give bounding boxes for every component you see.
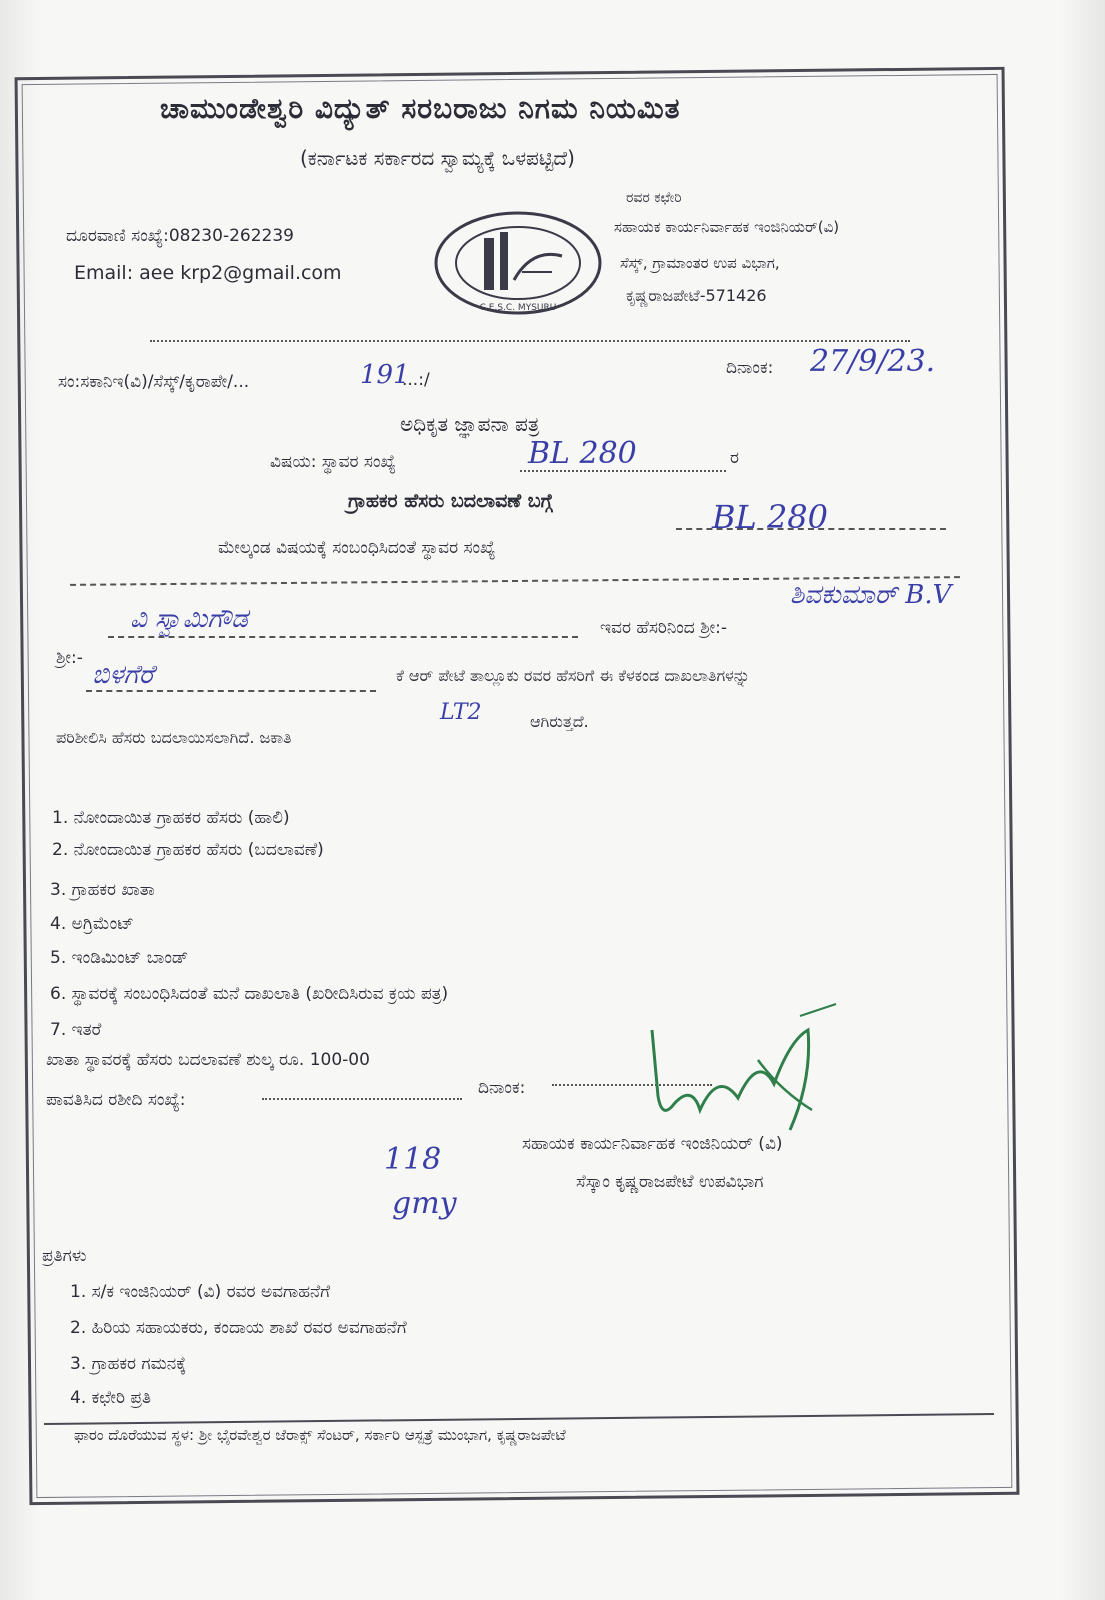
reference-line-plant-number: BL 280: [712, 498, 829, 536]
reference-line: ಮೇಲ್ಕಂಡ ವಿಷಯಕ್ಕೆ ಸಂಬಂಧಿಸಿದಂತೆ ಸ್ಥಾವರ ಸಂಖ್ಯೆ: [218, 538, 496, 558]
officer-designation: ಸಹಾಯಕ ಕಾರ್ಯನಿರ್ವಾಹಕ ಇಂಜಿನಿಯರ್ (ವಿ): [522, 1134, 783, 1154]
fee-line: ಖಾತಾ ಸ್ಥಾವರಕ್ಕೆ ಹೆಸರು ಬದಲಾವಣೆ ಶುಲ್ಕ ರೂ. 100-00: [46, 1050, 370, 1070]
subject-line-2: ಗ್ರಾಹಕರ ಹೆಸರು ಬದಲಾವಣೆ ಬಗ್ಗೆ: [348, 490, 553, 512]
officer-office: ಸೆಸ್ಕಾಂ ಕೃಷ್ಣರಾಜಪೇಟೆ ಉಪವಿಭಾಗ: [576, 1172, 764, 1192]
document-item: 3. ಗ್ರಾಹಕರ ಖಾತಾ: [50, 880, 155, 900]
header-divider: [150, 340, 910, 342]
email-address: Email: aee krp2@gmail.com: [74, 262, 342, 284]
body-line-4: ಪರಿಶೀಲಿಸಿ ಹೆಸರು ಬದಲಾಯಿಸಲಾಗಿದೆ. ಜಕಾತಿ: [56, 728, 292, 747]
receipt-blank: [262, 1098, 462, 1100]
officer-signature: [640, 1000, 860, 1140]
handwritten-note-initials: gmy: [392, 1186, 457, 1221]
seal-text: C.E.S.C. MYSURU: [479, 303, 557, 313]
office-line-3: ಸೆಸ್ಕ್, ಗ್ರಾಮಾಂತರ ಉಪ ವಿಭಾಗ,: [620, 254, 780, 272]
tariff-value: LT2: [440, 700, 482, 725]
cesc-logo-seal: [432, 208, 604, 318]
reference-number: 191: [360, 360, 410, 390]
receipt-label: ಪಾವತಿಸಿದ ರಶೀದಿ ಸಂಖ್ಯೆ:: [46, 1090, 186, 1110]
document-item: 4. ಅಗ್ರಿಮೆಂಟ್: [50, 914, 134, 934]
handwritten-note-number: 118: [384, 1142, 442, 1177]
copy-item: 2. ಹಿರಿಯ ಸಹಾಯಕರು, ಕಂದಾಯ ಶಾಖೆ ರವರ ಅವಗಾಹನೆಗೆ: [70, 1318, 407, 1338]
subject-dotted-line: [520, 470, 726, 472]
document-item: 5. ಇಂಡಿಮಿಂಟ್ ಬಾಂಡ್: [50, 948, 189, 968]
copy-item: 3. ಗ್ರಾಹಕರ ಗಮನಕ್ಕೆ: [70, 1354, 187, 1374]
date-label: ದಿನಾಂಕ:: [726, 358, 774, 378]
org-name: ಚಾಮುಂಡೇಶ್ವರಿ ವಿದ್ಯುತ್ ಸರಬರಾಜು ನಿಗಮ ನಿಯಮಿತ: [160, 92, 681, 125]
phone-number: ದೂರವಾಣಿ ಸಂಖ್ಯೆ:08230-262239: [66, 226, 294, 246]
date-value: 27/9/23.: [810, 344, 936, 379]
body-line-3: ಕೆ ಆರ್ ಪೇಟೆ ತಾಲ್ಲೂಕು ರವರ ಹೆಸರಿಗೆ ಈ ಕೆಳಕಂಡ ದಾಖಲಾತಿಗಳನ್ನು: [396, 666, 750, 685]
subject-suffix: ರ: [730, 448, 739, 468]
reference-suffix: ...:/: [402, 370, 430, 390]
copy-item: 4. ಕಛೇರಿ ಪ್ರತಿ: [70, 1388, 151, 1408]
document-item: 2. ನೋಂದಾಯಿತ ಗ್ರಾಹಕರ ಹೆಸರು (ಬದಲಾವಣೆ): [52, 840, 324, 860]
copy-item: 1. ಸ/ಕ ಇಂಜಿನಿಯರ್ (ವಿ) ರವರ ಅವಗಾಹನೆಗೆ: [70, 1282, 331, 1302]
document-item: 1. ನೋಂದಾಯಿತ ಗ್ರಾಹಕರ ಹೆಸರು (ಹಾಲಿ): [52, 808, 290, 828]
village-name: ಬಿಳಗೆರೆ: [92, 660, 154, 690]
reference-label: ಸಂ:ಸಕಾನಿಇ(ವಿ)/ಸೆಸ್ಕ್/ಕೃರಾಪೇ/...: [58, 372, 250, 392]
reference-line-blank: [676, 528, 946, 530]
office-line-2: ಸಹಾಯಕ ಕಾರ್ಯನಿರ್ವಾಹಕ ಇಂಜಿನಿಯರ್(ವಿ): [614, 218, 840, 236]
office-line-1: ರವರ ಕಛೇರಿ: [626, 190, 682, 206]
document-item: 6. ಸ್ಥಾವರಕ್ಕೆ ಸಂಬಂಧಿಸಿದಂತೆ ಮನೆ ದಾಖಲಾತಿ (ಖರೀದಿಸಿರುವ ಕ್ರಯ ಪತ್ರ): [50, 984, 449, 1004]
form-source-note: ಫಾರಂ ದೊರೆಯುವ ಸ್ಥಳ: ಶ್ರೀ ಭೈರವೇಶ್ವರ ಜೆರಾಕ್ಸ್ ಸೆಂಟರ್, ಸರ್ಕಾರಿ ಆಸ್ಪತ್ರೆ ಮುಂಭಾಗ, ಕೃಷ್ಣರಾಜಪೇಟೆ: [74, 1426, 566, 1444]
subject-plant-number: BL 280: [528, 436, 637, 471]
village-blank: [86, 690, 376, 692]
new-consumer-name: ಶಿವಕುಮಾರ್ B.V: [790, 580, 952, 610]
prefix-shri: ಶ್ರೀ:-: [56, 648, 83, 668]
document-title: ಅಧಿಕೃತ ಜ್ಞಾಪನಾ ಪತ್ರ: [400, 412, 540, 436]
receipt-date-label: ದಿನಾಂಕ:: [478, 1078, 526, 1098]
subject-label: ವಿಷಯ: ಸ್ಥಾವರ ಸಂಖ್ಯೆ: [270, 452, 396, 472]
office-line-4: ಕೃಷ್ಣರಾಜಪೇಟೆ-571426: [626, 286, 767, 305]
old-consumer-name: ವಿ ಸ್ವಾಮಿಗೌಡ: [130, 604, 248, 634]
copies-heading: ಪ್ರತಿಗಳು: [42, 1246, 87, 1266]
org-subtitle: (ಕರ್ನಾಟಕ ಸರ್ಕಾರದ ಸ್ವಾಮ್ಯಕ್ಕೆ ಒಳಪಟ್ಟಿದೆ): [300, 146, 575, 170]
document-item: 7. ಇತರೆ: [50, 1020, 102, 1040]
old-name-blank: [108, 636, 578, 638]
body-line-4-suffix: ಆಗಿರುತ್ತದೆ.: [530, 712, 589, 731]
from-name-label: ಇವರ ಹೆಸರಿನಿಂದ ಶ್ರೀ:-: [600, 618, 728, 638]
